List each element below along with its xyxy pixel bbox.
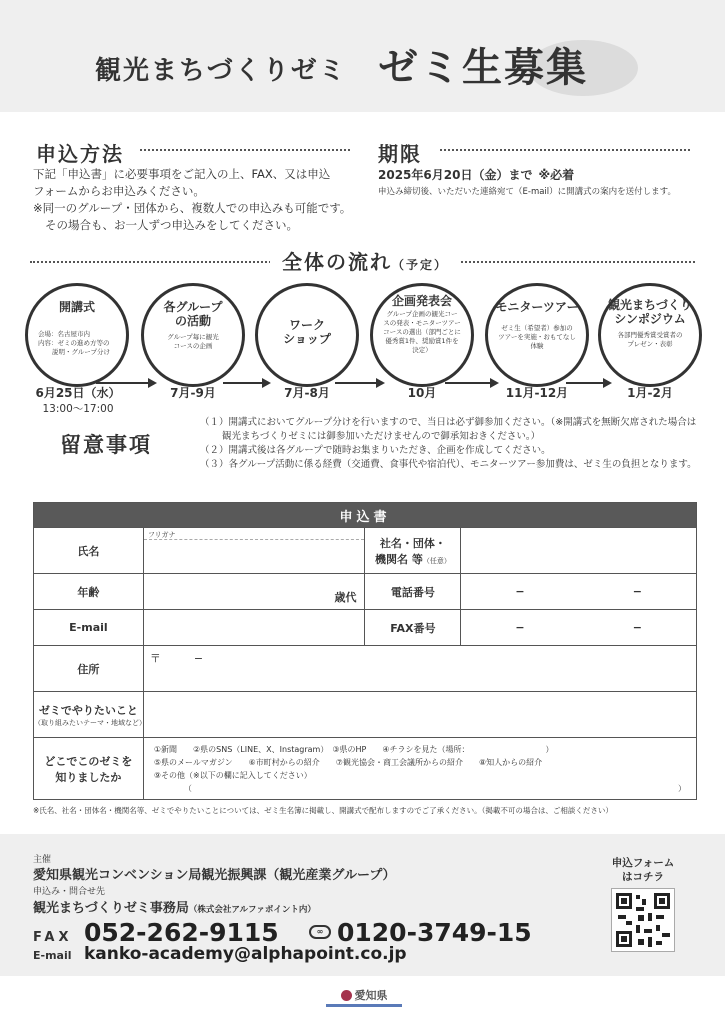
organizer-label: 主催 <box>33 855 52 865</box>
name-field[interactable]: フリガナ <box>143 528 365 574</box>
step-presentation: 企画発表会 グループ企画の観光コー スの発表・モニターツアー コースの選出（部門ごとに 優秀賞1件、奨励賞1件を 決定） <box>370 283 474 387</box>
notes-heading: 留意事項 <box>60 433 152 457</box>
age-label: 年齢 <box>34 574 144 610</box>
step-date: 7月-8月 <box>284 386 330 400</box>
flow-title: 全体の流れ（予定） <box>270 246 460 275</box>
qr-code[interactable] <box>611 888 675 952</box>
divider <box>440 149 690 151</box>
logo-underline <box>326 1004 402 1007</box>
organizer-name: 愛知県観光コンベンション局観光振興課（観光産業グループ） <box>33 868 396 883</box>
want-label: ゼミでやりたいこと （取り組みたいテーマ・地域など） <box>34 692 144 738</box>
step-date: 11月-12月 <box>505 386 569 400</box>
step-group-activity: 各グループ の活動 グループ毎に観光 コースの企画 <box>141 283 245 387</box>
apply-text: 下記「申込書」に必要事項をご記入の上、FAX、又は申込 フォームからお申込みください。 ※同一のグループ・団体から、複数人での申込みも可能です。 その場合も、お一人ずつ申込みをしてください。 <box>33 167 352 232</box>
prefecture-emblem-icon <box>341 990 352 1001</box>
disclaimer: ※氏名、社名・団体名・機関名等、ゼミでやりたいことについては、ゼミ生名簿に掲載し、開講式で配布しますのでご了承ください。（掲載不可の場合は、ご相談ください） <box>33 806 613 815</box>
how-label: どこでこのゼミを 知りましたか <box>34 738 144 800</box>
step-monitor-tour: モニターツアー ゼミ生（希望者）参加の ツアーを実施・おもてなし 体験 <box>485 283 589 387</box>
tel-label: 電話番号 <box>365 574 461 610</box>
company-label: 社名・団体・ 機関名 等（任意） <box>365 528 461 574</box>
fax-label: FAX <box>33 930 73 945</box>
company-field[interactable] <box>461 528 697 574</box>
deadline-heading: 期限 <box>378 142 422 166</box>
deadline-note: 申込み締切後、いただいた連絡宛て（E-mail）に開講式の案内を送付します。 <box>378 187 676 197</box>
notes-list: （１）開講式においてグループ分けを行いますので、当日は必ず御参加ください。（※開講式を無断欠席された場合は 観光まちづくりゼミには御参加いただけませんので御承知おきください。） （２）開講式後は各グループで随時お集まりいただき、企画を作成してください。 （３）各グループ活動に係る経費（交通費、食事代や宿泊代）、モニターツアー参加費は、ゼミ生の負担となります。 <box>200 417 697 470</box>
free-dial-number: 0120-3749-15 <box>337 918 532 947</box>
fax-field[interactable]: − − <box>461 610 697 646</box>
fax-label: FAX番号 <box>365 610 461 646</box>
email-label: E-mail <box>34 610 144 646</box>
fax-number: 052-262-9115 <box>84 918 279 947</box>
free-dial-icon: ∞ <box>309 925 331 939</box>
contact-label: 申込み・問合せ先 <box>33 887 106 897</box>
step-date: 1月-2月 <box>627 386 673 400</box>
step-opening: 開講式 会場：名古屋市内 内容：ゼミの進め方等の 説明・グループ分け <box>25 283 129 387</box>
header-title: 観光まちづくりゼミ <box>95 56 347 86</box>
email-field[interactable] <box>143 610 365 646</box>
application-form <box>33 502 697 800</box>
want-field[interactable] <box>143 692 696 738</box>
address-label: 住所 <box>34 646 144 692</box>
form-title: 申込書 <box>34 503 697 528</box>
address-field[interactable]: 〒 − <box>143 646 696 692</box>
step-date: 10月 <box>407 386 437 400</box>
apply-heading: 申込方法 <box>36 142 124 166</box>
age-field[interactable]: 歳代 <box>143 574 365 610</box>
tel-field[interactable]: − − <box>461 574 697 610</box>
name-label: 氏名 <box>34 528 144 574</box>
office-name: 観光まちづくりゼミ事務局（株式会社アルファポイント内） <box>33 901 316 916</box>
email-label-footer: E-mail <box>33 949 72 962</box>
step-workshop: ワーク ショップ <box>255 283 359 387</box>
step-symposium: 観光まちづくり シンポジウム 各部門優秀賞受賞者の プレゼン・表彰 <box>598 283 702 387</box>
email-address[interactable]: kanko-academy@alphapoint.co.jp <box>84 944 407 964</box>
form-link-label: 申込フォーム はコチラ <box>611 857 675 883</box>
how-options[interactable]: ①新聞 ②県のSNS（LINE、X、Instagram） ③県のHP ④チラシを見た（場所： ） ⑤県のメールマガジン ⑥市町村からの紹介 ⑦観光協会・商工会議所からの紹介 ⑧知人からの紹介 ⑨その他（※以下の欄に記入してください） （ ） <box>143 738 696 800</box>
divider <box>140 149 350 151</box>
aichi-logo: 愛知県 <box>328 986 400 1004</box>
header-title-recruit: ゼミ生募集 <box>378 45 588 91</box>
step-date: 7月-9月 <box>170 386 216 400</box>
deadline-date: 2025年6月20日（金）まで ※必着 <box>378 168 575 182</box>
step-date: 6月25日（水） 13:00〜17:00 <box>35 386 121 415</box>
